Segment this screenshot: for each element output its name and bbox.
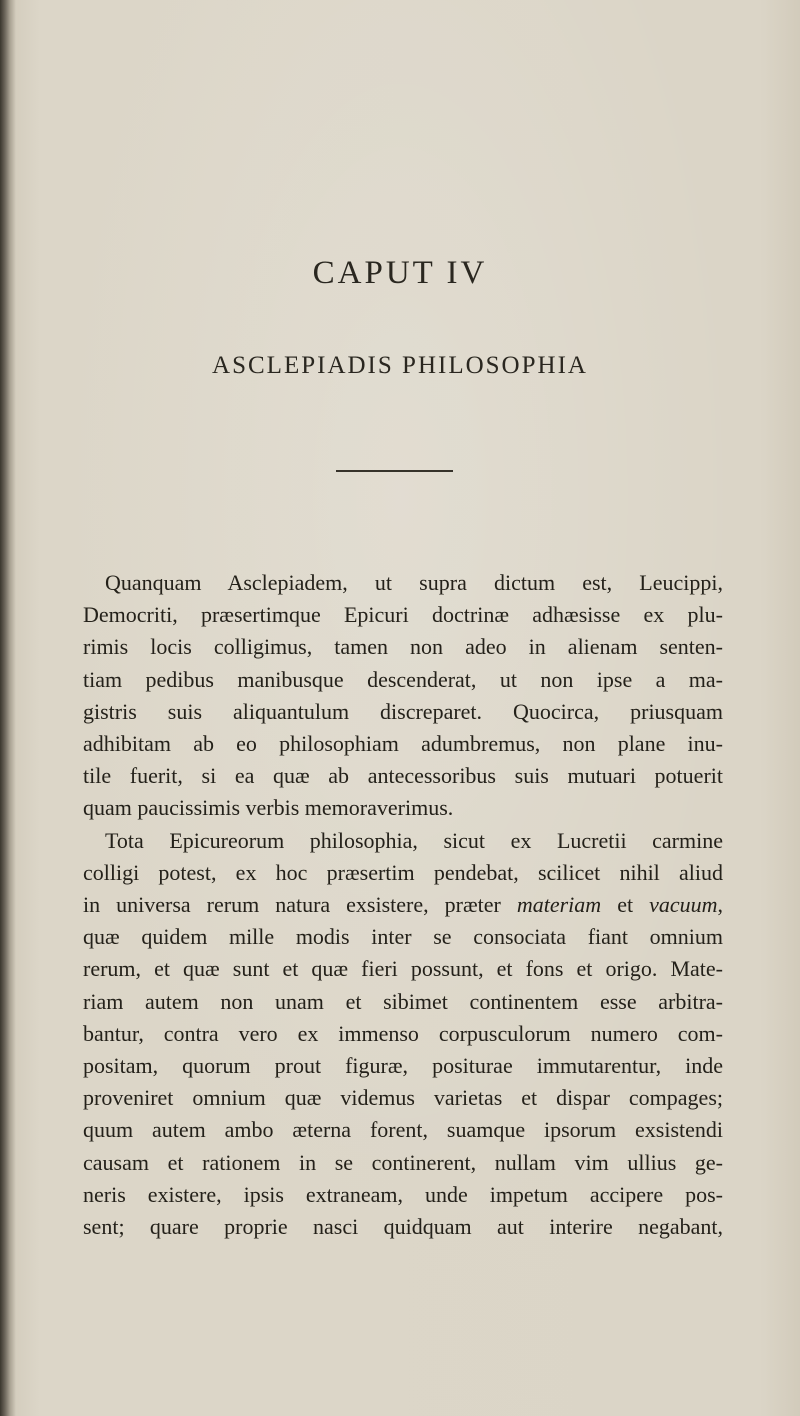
section-divider: [336, 470, 453, 472]
text-line: tile fuerit, si ea quæ ab antecessoribus suis mutuari potuerit: [83, 763, 723, 789]
section-title: ASCLEPIADIS PHILOSOPHIA: [212, 352, 588, 379]
text-line: riam autem non unam et sibimet continentem esse arbitra-: [83, 988, 723, 1014]
text-line: causam et rationem in se continerent, nullam vim ullius ge-: [83, 1149, 723, 1175]
text-segment: in universa rerum natura exsistere, præter: [83, 892, 501, 918]
text-line: Tota Epicureorum philosophia, sicut ex Lucretii carmine: [105, 827, 723, 853]
text-line: neris existere, ipsis extraneam, unde impetum accipere pos-: [83, 1181, 723, 1207]
text-segment: ,: [717, 892, 723, 918]
text-line: quæ quidem mille modis inter se consociata fiant omnium: [83, 924, 723, 950]
text-line: Democriti, præsertimque Epicuri doctrinæ adhæsisse ex plu-: [83, 602, 723, 628]
italic-term-materiam: materiam: [516, 892, 602, 918]
text-line: Quanquam Asclepiadem, ut supra dictum est, Leucippi,: [105, 570, 723, 595]
paragraph-1: [83, 567, 723, 825]
text-segment: et: [617, 892, 634, 918]
text-line: positam, quorum prout figuræ, positurae immutarentur, inde: [83, 1053, 723, 1079]
text-line: quum autem ambo æterna forent, suamque ipsorum exsistendi: [83, 1117, 723, 1143]
text-line: quam paucissimis verbis memoraverimus.: [83, 795, 454, 821]
italic-term-vacuum: vacuum: [649, 892, 718, 918]
binding-edge: [0, 0, 16, 1416]
text-line: proveniret omnium quæ videmus varietas et dispar compages;: [83, 1085, 723, 1111]
text-line: sent; quare proprie nasci quidquam aut interire negabant,: [83, 1214, 723, 1240]
text-line: bantur, contra vero ex immenso corpusculorum numero com-: [83, 1020, 723, 1046]
text-line: colligi potest, ex hoc præsertim pendebat, scilicet nihil aliud: [83, 859, 723, 885]
text-line: rerum, et quæ sunt et quæ fieri possunt, et fons et origo. Mate-: [83, 956, 723, 982]
text-line: gistris suis aliquantulum discreparet. Quocirca, priusquam: [83, 698, 723, 724]
text-line: tiam pedibus manibusque descenderat, ut non ipse a ma-: [83, 666, 723, 692]
text-line-with-italics: [83, 889, 723, 921]
body-text: [83, 567, 723, 1243]
paragraph-2: [83, 825, 723, 1244]
chapter-title: CAPUT IV: [312, 255, 488, 291]
text-line: rimis locis colligimus, tamen non adeo in alienam senten-: [83, 634, 723, 660]
text-line: adhibitam ab eo philosophiam adumbremus, non plane inu-: [83, 731, 723, 757]
